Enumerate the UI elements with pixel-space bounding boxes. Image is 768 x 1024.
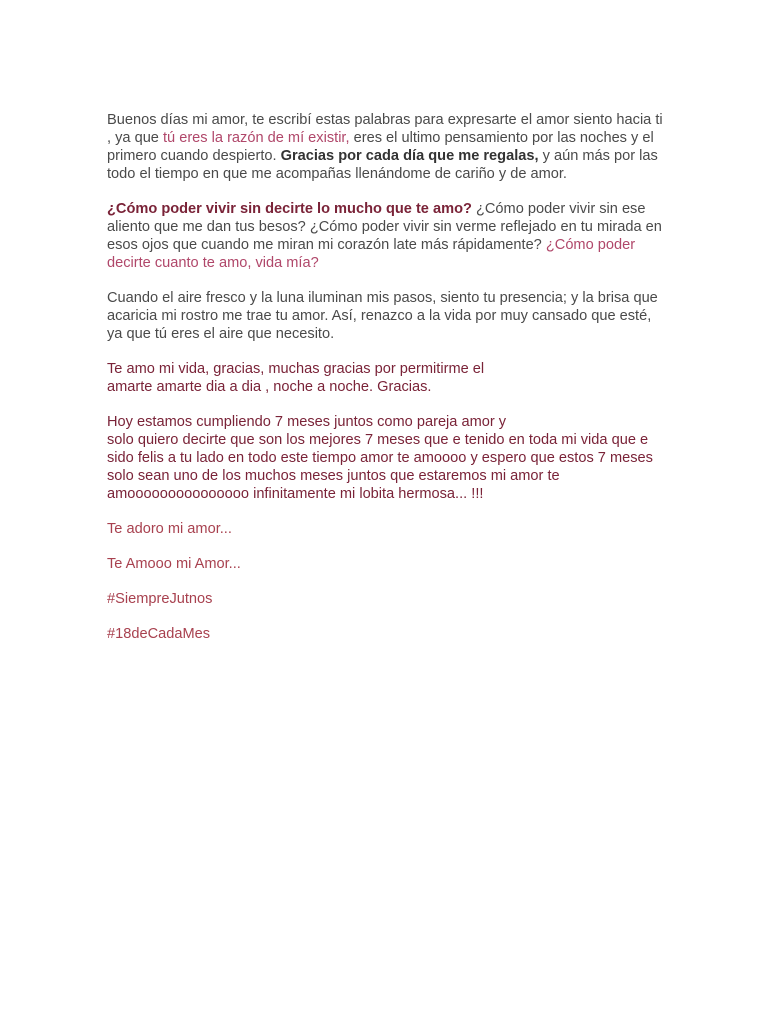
anniversary-line-1: Hoy estamos cumpliendo 7 meses juntos como pareja amor y bbox=[107, 414, 507, 430]
letter-page bbox=[107, 111, 667, 660]
paragraph-thanks bbox=[107, 360, 667, 396]
thanks-line-1: Te amo mi vida, gracias, muchas gracias por permitirme el bbox=[107, 361, 485, 377]
hashtag-siempre: #SiempreJutnos bbox=[107, 591, 213, 607]
anniversary-rest: solo quiero decirte que son los mejores 7 meses que e tenido en toda mi vida que e sido felis a tu lado en todo este tiempo amor te amoooo y espero que estos 7 meses solo sean uno de los muchos meses juntos que estaremos mi amor te amooooooooooooooo infinitamente mi lobita hermosa... !!! bbox=[107, 432, 653, 502]
questions-text: ¿Cómo poder vivir sin ese aliento que me dan tus besos? ¿Cómo poder vivir sin verme reflejado en tu mirada en esos ojos que cuando me miran mi corazón late más rápidamente? bbox=[107, 201, 662, 253]
greeting-text: Buenos días mi amor, te escribí estas palabras para expresarte el amor siento hacia ti , ya que bbox=[107, 112, 663, 146]
greeting-end: y aún más por las todo el tiempo en que me acompañas llenándome de cariño y de amor. bbox=[107, 148, 658, 182]
question-bold: ¿Cómo poder vivir sin decirte lo mucho que te amo? bbox=[107, 201, 472, 217]
greeting-continued: eres el ultimo pensamiento por las noches y el primero cuando despierto. bbox=[107, 130, 654, 164]
thanks-line-2: amarte amarte dia a dia , noche a noche. Gracias. bbox=[107, 379, 432, 395]
paragraph-anniversary bbox=[107, 413, 667, 503]
paragraph-greeting bbox=[107, 111, 667, 183]
gratitude-bold: Gracias por cada día que me regalas, bbox=[280, 148, 539, 164]
amooo-line: Te Amooo mi Amor... bbox=[107, 556, 241, 572]
question-highlight: ¿Cómo poder decirte cuanto te amo, vida mía? bbox=[107, 237, 636, 271]
adoro-line: Te adoro mi amor... bbox=[107, 521, 232, 537]
hashtag-cada-mes: #18deCadaMes bbox=[107, 626, 211, 642]
paragraph-breeze: Cuando el aire fresco y la luna iluminan mis pasos, siento tu presencia; y la brisa que acaricia mi rostro me trae tu amor. Así, renazco a la vida por muy cansado que esté, ya que tú eres el aire que necesito. bbox=[107, 290, 658, 342]
paragraph-questions bbox=[107, 200, 667, 272]
reason-highlight: tú eres la razón de mí existir, bbox=[162, 130, 350, 146]
